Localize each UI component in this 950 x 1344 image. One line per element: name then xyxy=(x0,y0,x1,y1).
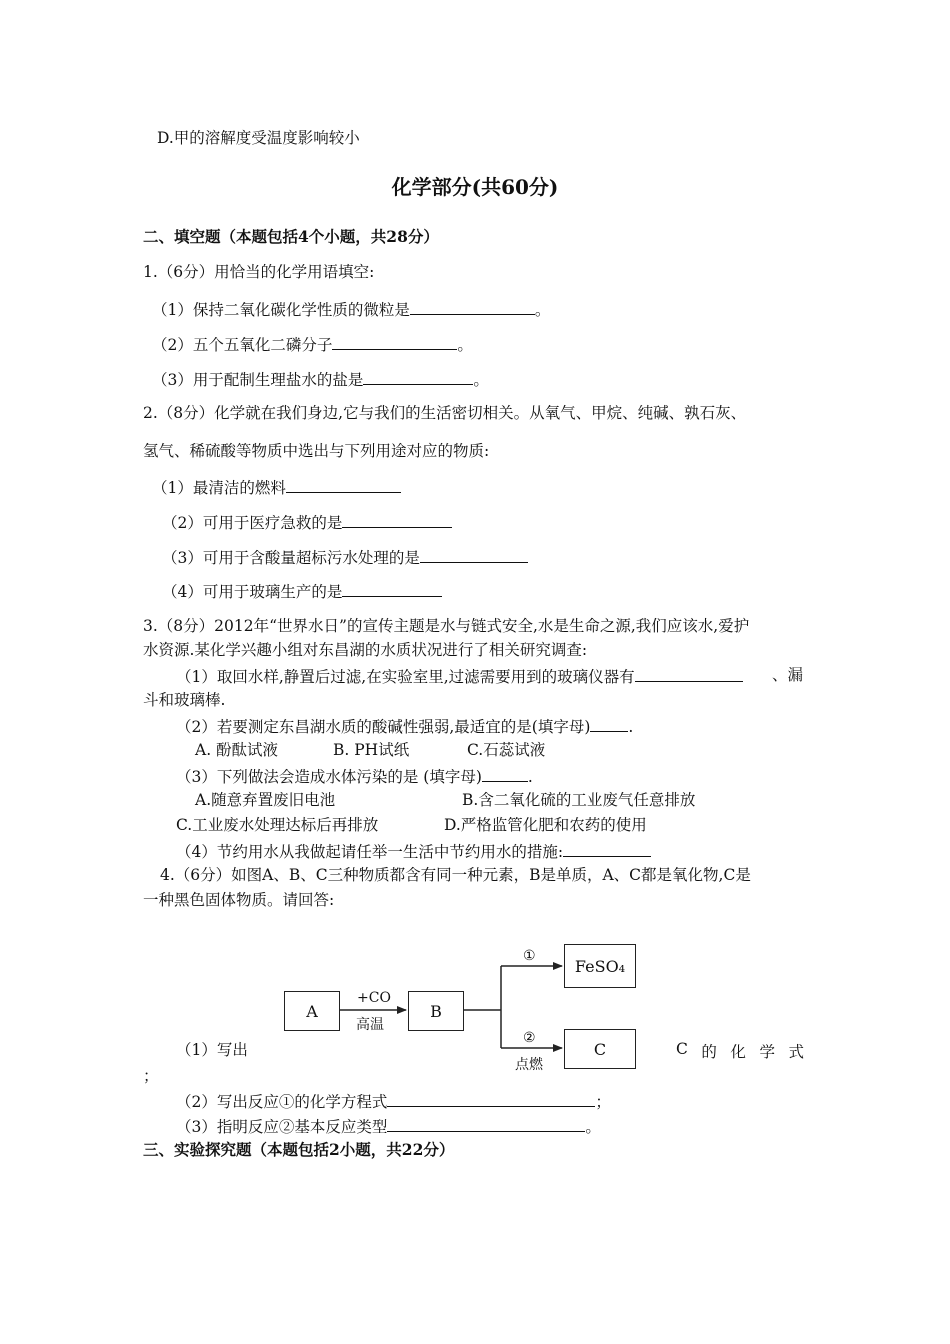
q2-part2: （2）可用于医疗急救的是 xyxy=(162,511,452,533)
q3-part3-option-a: A.随意弃置废旧电池 xyxy=(195,791,336,809)
q3-stem-line2: 水资源.某化学兴趣小组对东昌湖的水质状况进行了相关研究调查: xyxy=(143,641,588,659)
q1-part1: （1）保持二氧化碳化学性质的微粒是 。 xyxy=(152,298,550,320)
q3-part2: （2）若要测定东昌湖水质的酸碱性强弱,最适宜的是(填字母) . xyxy=(176,715,633,737)
answer-blank[interactable] xyxy=(387,1090,595,1107)
q2-stem-line1: 2.（8分）化学就在我们身边,它与我们的生活密切相关。从氧气、甲烷、纯碱、孰石灰、 xyxy=(143,404,747,422)
arrow-label-co: +CO xyxy=(357,990,391,1006)
q4-part1-end: ； xyxy=(143,1067,159,1085)
q4-part1-left: （1）写出 xyxy=(176,1041,248,1059)
q3-option-c: C.石蕊试液 xyxy=(467,741,546,759)
q3-option-a: A. 酚酞试液 xyxy=(195,741,279,759)
q4-part1-right: C 的 化 学 式 xyxy=(676,1040,804,1061)
box-feso4: FeSO₄ xyxy=(564,944,636,988)
q3-part3-option-b: B.含二氧化硫的工业废气任意排放 xyxy=(462,791,696,809)
section-title: 化学部分(共60分) xyxy=(391,175,559,199)
branch2-label: ② xyxy=(523,1030,536,1046)
q4-part2: （2）写出反应①的化学方程式 ； xyxy=(176,1090,611,1112)
q3-part4: （4）节约用水从我做起请任举一生活中节约用水的措施: xyxy=(176,840,651,862)
q2-part4: （4）可用于玻璃生产的是 xyxy=(162,580,442,602)
q4-stem-line1: 4.（6分）如图A、B、C三种物质都含有同一种元素，B是单质，A、C都是氧化物,C是 xyxy=(160,866,751,884)
arrow-label-high-temp: 高温 xyxy=(356,1017,384,1033)
q3-part1-tail: 、漏 xyxy=(772,666,804,684)
q4-part3: （3）指明反应②基本反应类型 。 xyxy=(176,1115,601,1137)
q1-part2: （2）五个五氧化二磷分子 。 xyxy=(152,333,473,355)
q3-part3-option-d: D.严格监管化肥和农药的使用 xyxy=(444,816,647,834)
box-c: C xyxy=(564,1029,636,1069)
box-a: A xyxy=(284,991,340,1031)
q3-part1: （1）取回水样,静置后过滤,在实验室里,过滤需要用到的玻璃仪器有 xyxy=(176,665,743,687)
q3-stem-line1: 3.（8分）2012年“世界水日”的宣传主题是水与链式安全,水是生命之源,我们应该水,爱护 xyxy=(143,617,750,635)
q4-stem-line2: 一种黑色固体物质。请回答: xyxy=(143,891,335,909)
q1-part3: （3）用于配制生理盐水的盐是 。 xyxy=(152,368,489,390)
answer-blank[interactable] xyxy=(387,1115,585,1132)
q2-part3: （3）可用于含酸量超标污水处理的是 xyxy=(162,546,528,568)
q3-option-b: B. PH试纸 xyxy=(333,741,410,759)
q3-part1-cont: 斗和玻璃棒. xyxy=(143,691,226,709)
section-heading-fill-blank: 二、填空题（本题包括4个小题，共28分） xyxy=(143,227,439,246)
branch1-label: ① xyxy=(523,948,536,964)
q3-part3: （3）下列做法会造成水体污染的是 (填字母) . xyxy=(176,765,533,787)
q1-stem: 1.（6分）用恰当的化学用语填空: xyxy=(143,263,375,281)
q3-part3-option-c: C.工业废水处理达标后再排放 xyxy=(176,816,379,834)
q2-part1: （1）最清洁的燃料 xyxy=(152,476,401,498)
branch2-condition: 点燃 xyxy=(515,1057,543,1073)
box-b: B xyxy=(408,991,464,1031)
q2-stem-line2: 氢气、稀硫酸等物质中选出与下列用途对应的物质: xyxy=(143,442,490,460)
section-heading-experiment: 三、实验探究题（本题包括2小题，共22分） xyxy=(143,1140,455,1159)
option-d: D.甲的溶解度受温度影响较小 xyxy=(157,129,360,147)
